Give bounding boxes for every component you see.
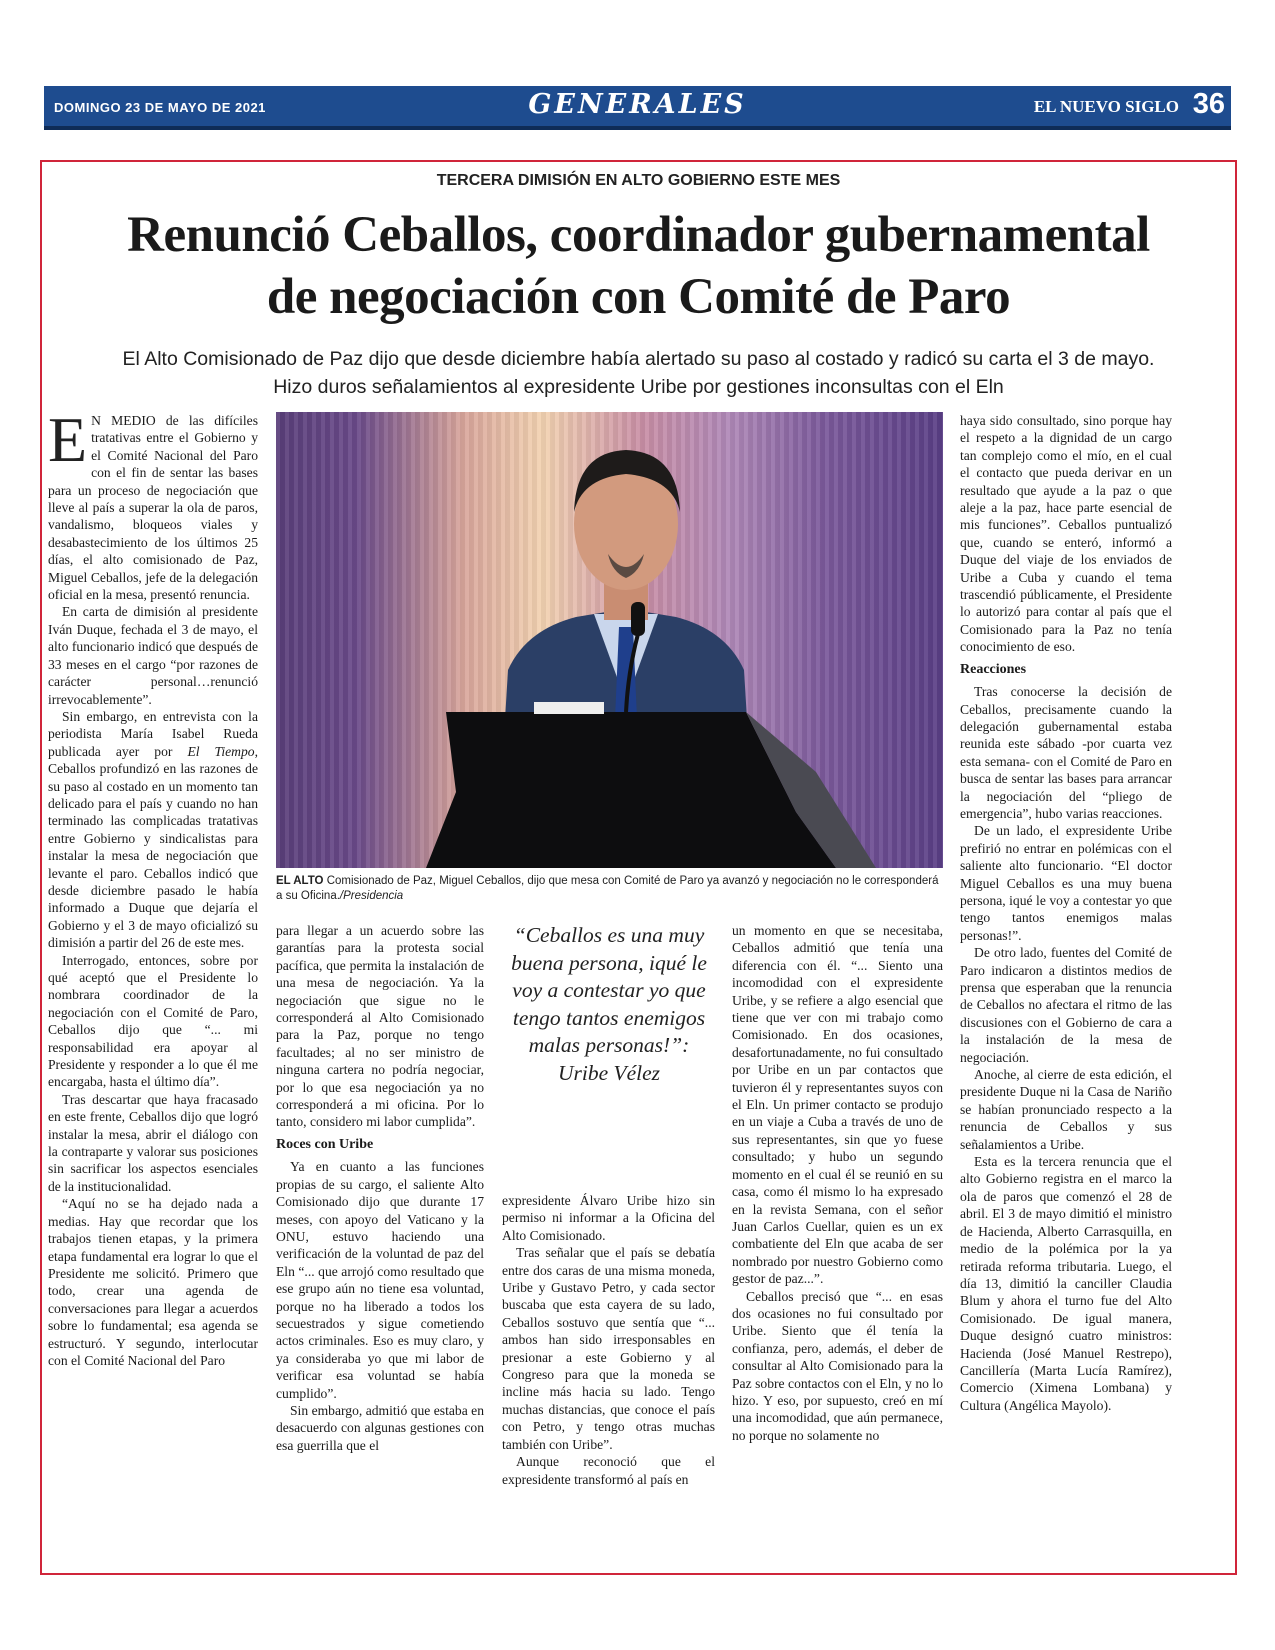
paragraph: En carta de dimisión al presidente Iván Duque, fechada el 3 de mayo, el alto funcionario indicó que después de 33 meses en el cargo “por razones de carácter personal…renunció irrevocablemente”. (48, 604, 258, 707)
photo-credit: /Presidencia (339, 890, 404, 902)
lead-text: N MEDIO de las difíciles tratativas entre el Gobierno y el Comité Nacional del Paro con el fin de sentar las bases para un proceso de negociación que lleve al país a superar la ola de paros, vandalismo, bloqueos viales y desabastecimiento de los últimos 25 días, el alto comisionado de Paz, Miguel Ceballos, jefe de la delegación oficial en la mesa, presentó renuncia. (48, 413, 258, 603)
headline-line-2: de negociación con Comité de Paro (266, 269, 1011, 325)
headline-line-1: Renunció Ceballos, coordinador gubernamental (127, 207, 1150, 263)
article-frame (40, 160, 1237, 1575)
subheading-reacciones: Reacciones (960, 661, 1027, 677)
paragraph: Sin embargo, admitió que estaba en desacuerdo con algunas gestiones con esa guerrilla que el (276, 1402, 484, 1453)
newspaper-name: EL NUEVO SIGLO (1033, 97, 1179, 116)
paragraph: Aunque reconoció que el expresidente transformó al país en (502, 1454, 715, 1487)
paragraph: un momento en que se necesitaba, Ceballos admitió que tenía una diferencia con él. “... Siento una incomodidad con el expresidente Uribe, y se refiere a algo esencial que tiene que ver con mi trabajo como Comisionado. En dos ocasiones, desafortunadamente, no fui consultado por Uribe en un par contactos que tuvieron él y representantes suyos con el Eln. Un primer contacto se produjo en un viaje a Cuba a través de uno de sus representantes, sin que yo fuese consultado; y hubo un segundo momento en el cual él se reunió en su casa, como él mismo lo ha expresado en la revista Semana, con el señor Juan Carlos Cuellar, quien es un ex combatiente del Eln que acaba de ser nombrado por nuestro Gobierno como gestor de paz...”. (732, 923, 943, 1287)
paragraph: Anoche, al cierre de esta edición, el presidente Duque ni la Casa de Nariño se habían pronunciado respecto a la renuncia de Ceballos y sus señalamientos a Uribe. (960, 1067, 1172, 1152)
pull-quote: “Ceballos es una muy buena persona, iqué le voy a contestar yo que tengo tantos enemigos malas personas!”: Uribe Vélez (511, 923, 707, 1085)
article-photo (276, 412, 943, 868)
paragraph: “Aquí no se ha dejado nada a medias. Hay que recordar que los trabajos tienen etapas, y la primera etapa fundamental era lograr lo que el Presidente me solicitó. Primero que todo, crear una agenda de conversaciones para llegar a acuerdos sobre lo fundamental; esa agenda se estructuró. Y segundo, interlocutar con el Comité Nacional del Paro (48, 1196, 258, 1368)
column-1 (48, 412, 258, 1567)
lead-paragraph (48, 412, 258, 603)
paragraph (48, 708, 258, 952)
column-2 (276, 922, 484, 1567)
paragraph: Tras señalar que el país se debatía entre dos caras de una misma moneda, Uribe y Gustavo Petro, y cada sector buscaba que esta cayera de su lado, Ceballos sostuvo que sentía que “... ambos han sido irresponsables en presionar a este Gobierno y al Congreso para que la moneda se incline más hacia su lado. Tengo muchas distancias, que conoce el país con Petro, y tengo otras muchas también con Uribe”. (502, 1245, 715, 1452)
speaker-illustration (276, 412, 943, 868)
subheading-roces-con-uribe: Roces con Uribe (276, 1136, 374, 1152)
paragraph: Tras descartar que haya fracasado en este frente, Ceballos dijo que logró instalar la mesa, abrir el diálogo con la contraparte y valorar sus posiciones sin sacrificar los aspectos esenciales de la institucionalidad. (48, 1091, 258, 1194)
section-header-band (44, 86, 1231, 130)
paragraph: para llegar a un acuerdo sobre las garantías para la protesta social pacífica, que permita la instalación de una mesa de negociación. Ya la negociación que sigue no le corresponderá al Alto Comisionado para la Paz, porque no tengo facultades; al no ser ministro de ninguna cartera no podría negociar, por lo que esa negociación ya no corresponderá a mi oficina. Por lo tanto, considero mi labor cumplida”. (276, 923, 484, 1130)
article-kicker: TERCERA DIMISIÓN EN ALTO GOBIERNO ESTE MES (436, 172, 841, 189)
publication-name: El Tiempo (187, 743, 255, 759)
paragraph-text: Sin embargo, en entrevista con la periodista María Isabel Rueda publicada ayer por (48, 708, 258, 759)
paragraph: Ya en cuanto a las funciones propias de su cargo, el saliente Alto Comisionado dijo que durante 17 meses, con apoyo del Vaticano y la ONU, estuvo haciendo una verificación de la voluntad de paz del Eln “... que arrojó como resultado que ese grupo aún no tiene esa voluntad, porque no ha liberado a todos los secuestrados y sigue cometiendo actos criminales. Eso es muy claro, y ya consideraba yo que mi labor de verificar esa voluntad se había cumplido”. (276, 1159, 484, 1401)
article-headline (62, 204, 1215, 328)
paragraph: expresidente Álvaro Uribe hizo sin permiso ni informar a la Oficina del Alto Comisionado. (502, 1193, 715, 1243)
column-4 (732, 922, 943, 1567)
issue-date: DOMINGO 23 DE MAYO DE 2021 (54, 100, 266, 115)
deck-line-1: El Alto Comisionado de Paz dijo que desde diciembre había alertado su paso al costado y radicó su carta el 3 de mayo. (122, 348, 1155, 370)
caption-lead: EL ALTO (276, 875, 324, 887)
paragraph-text: , Ceballos profundizó en las razones de su paso al costado en un momento tan delicado para el país y cuando no han terminado las complicadas tratativas entre Gobierno y sindicalistas para instalar la mesa de negociación que levante el paro. Ceballos indicó que desde diciembre pasado le había informado a Duque que dejaría el Gobierno y el 3 de mayo oficializó su dimisión a partir del 26 de este mes. (48, 743, 258, 951)
deck-line-2: Hizo duros señalamientos al expresidente Uribe por gestiones inconsultas con el Eln (273, 376, 1004, 398)
section-name: GENERALES (528, 89, 747, 120)
paragraph: Interrogado, entonces, sobre por qué aceptó que el Presidente lo nombrara coordinador de la negociación con el Comité de Paro, Ceballos dijo que “... mi responsabilidad era apoyar al Presidente y responder a lo que él me encargaba, hasta el último día”. (48, 952, 258, 1090)
drop-cap: E (48, 412, 88, 475)
paragraph: Tras conocerse la decisión de Ceballos, precisamente cuando la delegación gubernamental estaba reunida este sábado -por cuarta vez esta semana- con el Comité de Paro en busca de sentar las bases para arrancar la negociación del “pliego de emergencia”, hubo varias reacciones. (960, 684, 1172, 821)
paragraph: De un lado, el expresidente Uribe prefirió no entrar en polémicas con el saliente alto funcionario. “El doctor Miguel Ceballos es una muy buena persona, iqué le voy a contestar yo que tengo tantos enemigos malas personas!”. (960, 823, 1172, 943)
article-deck (62, 345, 1215, 401)
photo-caption (276, 874, 943, 904)
column-5 (960, 412, 1172, 1567)
column-3 (502, 1192, 715, 1567)
paragraph: haya sido consultado, sino porque hay el respeto a la dignidad de un cargo tan complejo como el mío, en el cual el contacto que pueda derivar en un resultado que ayude a la paz o que aleje a la paz, hace parte esencial de mis funciones”. Ceballos puntualizó que, cuando se enteró, informó a Duque del viaje de los enviados de Uribe a Cuba y cuando el tema trascendió públicamente, el Presidente lo autorizó para contar al país que el Comisionado para la Paz no tenía conocimiento de eso. (960, 413, 1172, 655)
caption-text: Comisionado de Paz, Miguel Ceballos, dijo que mesa con Comité de Paro ya avanzó y negociación no le corresponderá a su Oficina. (276, 875, 939, 902)
paragraph: Ceballos precisó que “... en esas dos ocasiones no fui consultado por Uribe. Siento que él tenía la confianza, pero, además, el deber de consultar al Alto Comisionado para la Paz sobre contactos con el Eln, y no lo hizo. Y eso, por supuesto, creó en mí una incomodidad, que aún permanece, no porque no solamente no (732, 1288, 943, 1443)
paragraph: Esta es la tercera renuncia que el alto Gobierno registra en el marco la ola de paros que comenzó el 28 de abril. El 3 de mayo dimitió el ministro de Hacienda, Alberto Carrasquilla, en medio de la polémica por la ya retirada reforma tributaria. Luego, el día 13, dimitió la canciller Claudia Blum y ahora el turno fue del Alto Comisionado. De igual manera, Duque designó cuatro ministros: Hacienda (José Manuel Restrepo), Cancillería (Marta Lucía Ramírez), Comercio (Ximena Lombana) y Cultura (Angélica Mayolo). (960, 1154, 1172, 1413)
paragraph: De otro lado, fuentes del Comité de Paro indicaron a distintos medios de prensa que esperaban que la renuncia de Ceballos no afectara el ritmo de las discusiones con el Gobierno de cara a la instalación de la mesa de negociación. (960, 945, 1172, 1065)
page-number: 36 (1192, 88, 1225, 120)
